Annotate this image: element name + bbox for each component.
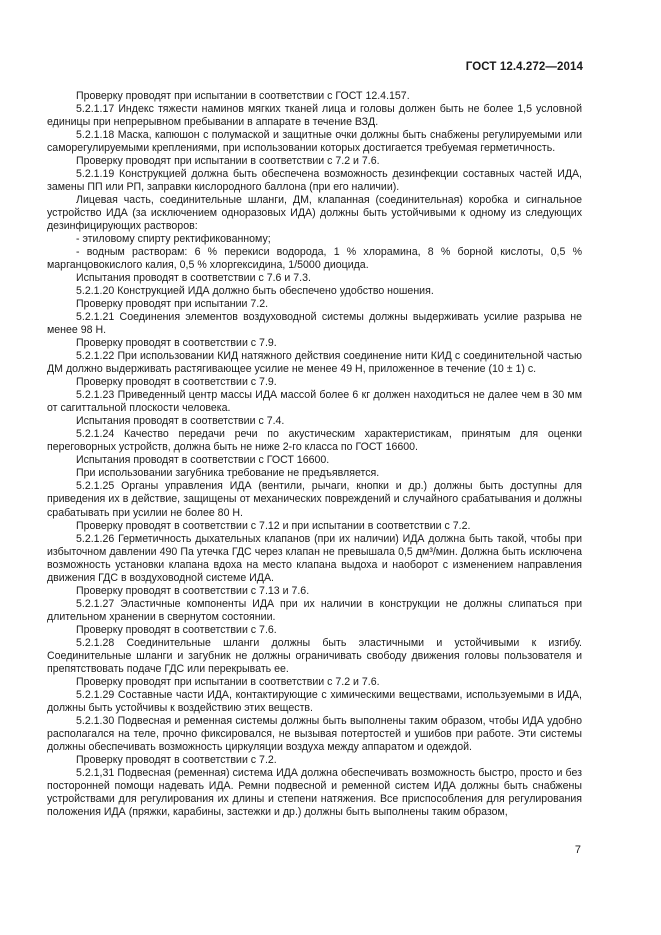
paragraph: 5.2.1.19 Конструкцией должна быть обеспечена возможность дезинфекции составных частей ИДА, замены ПП или РП, заправки кислородного баллона (при его наличии). <box>47 168 582 194</box>
paragraph: Проверку проводят в соответствии с 7.12 и при испытании в соответствии с 7.2. <box>76 519 471 532</box>
paragraph: 5.2.1.22 При использовании КИД натяжного действия соединение нити КИД с соединительной частью ДМ должно выдерживать растягивающее усилие не менее 49 Н, приложенное в течение (10 ± 1) с. <box>47 350 582 376</box>
document-body <box>47 90 582 819</box>
paragraph: 5.2.1.24 Качество передачи речи по акустическим характеристикам, принятым для оценки переговорных устройств, должна быть не ниже 2-го класса по ГОСТ 16600. <box>47 428 582 454</box>
paragraph: Проверку проводят в соответствии с 7.13 и 7.6. <box>76 584 310 597</box>
paragraph: Испытания проводят в соответствии с ГОСТ 16600. <box>76 454 330 467</box>
paragraph: Проверку проводят в соответствии с 7.9. <box>76 376 277 389</box>
paragraph: Проверку проводят при испытании в соответствии с 7.2 и 7.6. <box>76 155 380 168</box>
paragraph: Лицевая часть, соединительные шланги, ДМ, клапанная (соединительная) коробка и сигнальное устройство ИДА (за исключением одноразовых ИДА) должны быть устойчивыми к одному из следующих дезинфицирующих растворов: <box>47 194 582 233</box>
document-code-header: ГОСТ 12.4.272—2014 <box>465 61 583 73</box>
paragraph: Испытания проводят в соответствии с 7.6 и 7.3. <box>76 272 311 285</box>
paragraph: Проверку проводят в соответствии с 7.6. <box>76 623 277 636</box>
paragraph: Проверку проводят в соответствии с 7.2. <box>76 753 277 766</box>
paragraph: 5.2.1.27 Эластичные компоненты ИДА при их наличии в конструкции не должны слипаться при длительном хранении в свернутом состоянии. <box>47 597 582 623</box>
paragraph: 5.2.1.25 Органы управления ИДА (вентили, рычаги, кнопки и др.) должны быть доступны для приведения их в действие, защищены от механических повреждений и случайного срабатывания и должны срабатывать при усилии не более 80 Н. <box>47 480 582 519</box>
paragraph: Проверку проводят при испытании 7.2. <box>76 298 269 311</box>
paragraph: Проверку проводят при испытании в соответствии с ГОСТ 12.4.157. <box>76 90 410 102</box>
paragraph: 5.2.1.21 Соединения элементов воздуховодной системы должны выдерживать усилие разрыва не менее 98 Н. <box>47 311 582 337</box>
paragraph: 5.2.1.18 Маска, капюшон с полумаской и защитные очки должны быть снабжены регулируемыми или саморегулируемыми креплениями, при использовании которых достигается требуемая герметичность. <box>47 129 582 155</box>
paragraph: 5.2.1.28 Соединительные шланги должны быть эластичными и устойчивыми к изгибу. Соединительные шланги и загубник не должны ограничивать свободу движения головы пользователя и препятствовать подаче ГДС или перекрывать ее. <box>47 636 582 675</box>
paragraph: 5.2.1,31 Подвесная (ременная) система ИДА должна обеспечивать возможность быстро, просто и без посторонней помощи надевать ИДА. Ремни подвесной и ременной систем ИДА должны быть снабжены устройствами для регулирования их длины и степени натяжения. Все приспособления для регулирования положения ИДА (пряжки, карабины, застежки и др.) должны быть выполнены таким образом, <box>47 766 582 818</box>
paragraph: Проверку проводят в соответствии с 7.9. <box>76 337 277 350</box>
paragraph: Проверку проводят при испытании в соответствии с 7.2 и 7.6. <box>76 675 380 688</box>
paragraph: 5.2.1.17 Индекс тяжести наминов мягких тканей лица и головы должен быть не более 1,5 условной единицы при непрерывном пребывании в аппарате в течение ВЗД. <box>47 103 582 129</box>
paragraph: - водным растворам: 6 % перекиси водорода, 1 % хлорамина, 8 % борной кислоты, 0,5 % марганцовокислого калия, 0,5 % хлоргексидина, 1/5000 диоцида. <box>47 246 582 272</box>
paragraph: 5.2.1.30 Подвесная и ременная системы должны быть выполнены таким образом, чтобы ИДА удобно располагался на теле, прочно фиксировался, не вызывая потертостей и ушибов при работе. Эти системы должны обеспечивать возможность циркуляции воздуха между аппаратом и одеждой. <box>47 714 582 753</box>
paragraph: При использовании загубника требование не предъявляется. <box>76 467 380 480</box>
paragraph: 5.2.1.29 Составные части ИДА, контактирующие с химическими веществами, используемыми в ИДА, должны быть устойчивы к воздействию этих веществ. <box>47 688 582 714</box>
paragraph: 5.2.1.20 Конструкцией ИДА должно быть обеспечено удобство ношения. <box>76 285 434 298</box>
paragraph: Испытания проводят в соответствии с 7.4. <box>76 415 285 428</box>
paragraph: 5.2.1.26 Герметичность дыхательных клапанов (при их наличии) ИДА должна быть такой, чтобы при избыточном давлении 490 Па утечка ГДС через клапан не превышала 0,5 дм³/мин. Должна быть исключена возможность установки клапана вдоха на место клапана выдоха и наоборот с изменением направления движения ГДС в воздуховодной системе ИДА. <box>47 532 582 584</box>
paragraph: 5.2.1.23 Приведенный центр массы ИДА массой более 6 кг должен находиться не далее чем в 30 мм от сагиттальной плоскости человека. <box>47 389 582 415</box>
page-number: 7 <box>574 844 581 856</box>
paragraph: - этиловому спирту ректификованному; <box>76 233 271 246</box>
